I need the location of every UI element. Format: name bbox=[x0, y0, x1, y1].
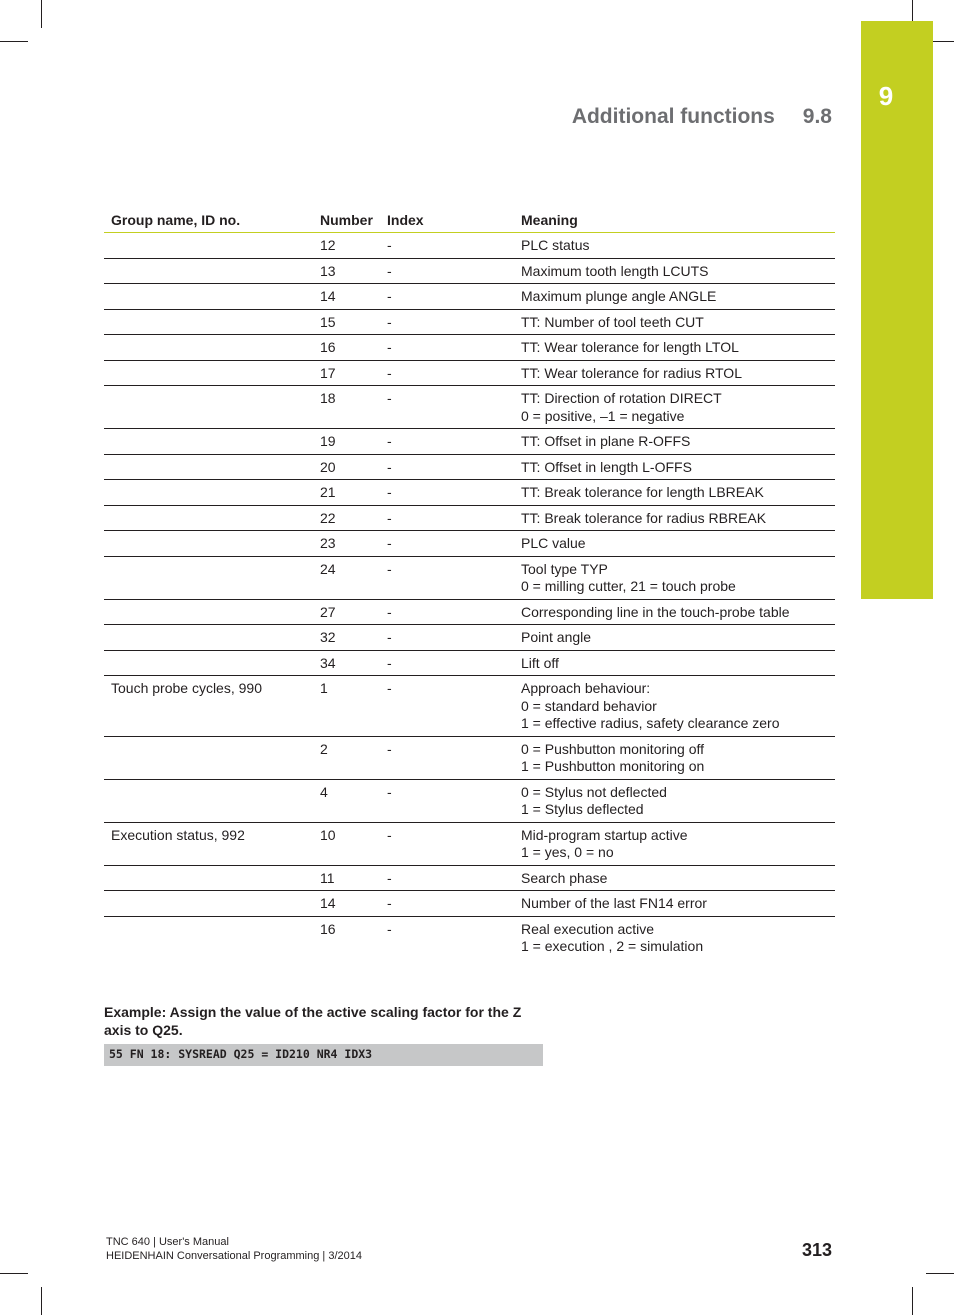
cell-index: - bbox=[380, 556, 514, 599]
chapter-tab bbox=[861, 21, 933, 599]
table-row bbox=[104, 480, 835, 506]
cell-number: 23 bbox=[313, 531, 380, 557]
table-row bbox=[104, 779, 835, 822]
table-row bbox=[104, 454, 835, 480]
cell-number: 20 bbox=[313, 454, 380, 480]
table-row bbox=[104, 335, 835, 361]
cell-meaning bbox=[514, 480, 835, 506]
cell-number: 34 bbox=[313, 650, 380, 676]
meaning-line: TT: Direction of rotation DIRECT bbox=[521, 390, 722, 406]
cell-number: 14 bbox=[313, 891, 380, 917]
cell-index: - bbox=[380, 736, 514, 779]
cell-number: 19 bbox=[313, 429, 380, 455]
cell-number: 17 bbox=[313, 360, 380, 386]
cell-group bbox=[104, 386, 313, 429]
cell-number: 32 bbox=[313, 625, 380, 651]
page-number: 313 bbox=[801, 1240, 832, 1260]
cell-number: 10 bbox=[313, 822, 380, 865]
cell-number: 21 bbox=[313, 480, 380, 506]
meaning-line: TT: Wear tolerance for length LTOL bbox=[521, 339, 739, 355]
table-row bbox=[104, 284, 835, 310]
meaning-line: 0 = Stylus not deflected bbox=[521, 783, 667, 800]
table-row bbox=[104, 556, 835, 599]
crop-mark bbox=[41, 1287, 42, 1315]
cell-index: - bbox=[380, 865, 514, 891]
cell-number: 16 bbox=[320, 920, 336, 937]
cell-index: - bbox=[380, 599, 514, 625]
cell-index: - bbox=[380, 454, 514, 480]
table-header-row bbox=[104, 207, 835, 233]
meaning-line: Maximum tooth length LCUTS bbox=[521, 262, 709, 279]
table-row bbox=[104, 650, 835, 676]
cell-index: - bbox=[380, 891, 514, 917]
meaning-line: TT: Offset in length L-OFFS bbox=[521, 458, 692, 475]
cell-number: 4 bbox=[313, 779, 380, 822]
table-row bbox=[104, 309, 835, 335]
cell-number: 1 bbox=[313, 676, 380, 737]
cell-group bbox=[104, 736, 313, 779]
cell-group: Execution status, 992 bbox=[104, 822, 313, 865]
footer-line-2: HEIDENHAIN Conversational Programming | 3/2014 bbox=[106, 1250, 362, 1262]
cell-group bbox=[104, 284, 313, 310]
cell-index: - bbox=[380, 335, 514, 361]
cell-number: 16 bbox=[313, 335, 380, 361]
cell-index: - bbox=[380, 779, 514, 822]
cell-index: - bbox=[380, 284, 514, 310]
cell-meaning bbox=[514, 625, 835, 651]
cell-number: 12 bbox=[313, 233, 380, 259]
cell-group bbox=[104, 429, 313, 455]
table-row bbox=[104, 822, 835, 865]
cell-index: - bbox=[380, 429, 514, 455]
cell-meaning bbox=[514, 284, 835, 310]
table-row bbox=[104, 360, 835, 386]
parameter-table bbox=[104, 207, 835, 959]
meaning-line: 1 = execution , 2 = simulation bbox=[521, 938, 704, 954]
cell-meaning bbox=[514, 360, 835, 386]
cell-group bbox=[104, 360, 313, 386]
meaning-line: Point angle bbox=[521, 629, 592, 645]
cell-group bbox=[104, 865, 313, 891]
chapter-number: 9 bbox=[878, 81, 894, 111]
cell-meaning bbox=[514, 429, 835, 455]
cell-group bbox=[104, 779, 313, 822]
cell-number: 15 bbox=[313, 309, 380, 335]
cell-meaning bbox=[514, 865, 835, 891]
cell-index: - bbox=[380, 480, 514, 506]
cell-group bbox=[104, 454, 313, 480]
table-row bbox=[104, 736, 835, 779]
cell-meaning bbox=[514, 916, 835, 959]
table-row bbox=[104, 625, 835, 651]
cell-number: 27 bbox=[313, 599, 380, 625]
meaning-line: Maximum plunge angle ANGLE bbox=[521, 288, 717, 304]
table-row bbox=[104, 599, 835, 625]
meaning-line: TT: Offset in plane R-OFFS bbox=[521, 433, 691, 449]
cell-group bbox=[104, 233, 313, 259]
cell-group bbox=[104, 531, 313, 557]
column-header-group: Group name, ID no. bbox=[104, 207, 313, 233]
cell-meaning bbox=[514, 531, 835, 557]
cell-group bbox=[104, 891, 313, 917]
cell-index: - bbox=[380, 676, 514, 737]
meaning-line: TT: Number of tool teeth CUT bbox=[521, 313, 704, 330]
section-number: 9.8 bbox=[802, 105, 832, 128]
cell-number: 14 bbox=[313, 284, 380, 310]
cell-group bbox=[104, 335, 313, 361]
column-header-meaning: Meaning bbox=[514, 207, 835, 233]
cell-number: 13 bbox=[313, 258, 380, 284]
footer-info bbox=[106, 1235, 362, 1263]
cell-meaning bbox=[514, 599, 835, 625]
cell-index: - bbox=[380, 360, 514, 386]
cell-group bbox=[104, 309, 313, 335]
meaning-line: TT: Break tolerance for radius RBREAK bbox=[521, 509, 767, 526]
cell-meaning bbox=[514, 386, 835, 429]
cell-meaning bbox=[514, 556, 835, 599]
column-header-number: Number bbox=[313, 207, 380, 233]
cell-group bbox=[104, 625, 313, 651]
crop-mark bbox=[0, 1273, 28, 1274]
table-body bbox=[104, 233, 835, 959]
cell-meaning bbox=[514, 233, 835, 259]
cell-group bbox=[104, 480, 313, 506]
column-header-index: Index bbox=[380, 207, 514, 233]
cell-number: 22 bbox=[313, 505, 380, 531]
crop-mark bbox=[926, 1273, 954, 1274]
table-row bbox=[104, 505, 835, 531]
cell-number: 11 bbox=[313, 865, 380, 891]
cell-meaning bbox=[514, 258, 835, 284]
meaning-line: 1 = effective radius, safety clearance zero bbox=[521, 715, 780, 731]
cell-group bbox=[104, 258, 313, 284]
cell-meaning bbox=[514, 779, 835, 822]
table-row bbox=[104, 429, 835, 455]
meaning-line: PLC value bbox=[521, 535, 586, 551]
meaning-line: 0 = Pushbutton monitoring off bbox=[521, 740, 705, 757]
cell-index: - bbox=[380, 625, 514, 651]
table-row bbox=[104, 531, 835, 557]
meaning-line: Number of the last FN14 error bbox=[521, 895, 707, 911]
cell-number: 24 bbox=[313, 556, 380, 599]
crop-mark bbox=[912, 1287, 913, 1315]
code-line: 55 FN 18: SYSREAD Q25 = ID210 NR4 IDX3 bbox=[109, 1047, 373, 1061]
meaning-line: Real execution active bbox=[521, 920, 655, 937]
table-row bbox=[104, 386, 835, 429]
meaning-line: Mid-program startup active bbox=[521, 826, 688, 843]
meaning-line: Approach behaviour: bbox=[521, 680, 651, 696]
meaning-line: Corresponding line in the touch-probe table bbox=[521, 603, 790, 620]
cell-meaning bbox=[514, 335, 835, 361]
example-title: Example: Assign the value of the active scaling factor for the Z axis to Q25. bbox=[104, 1004, 522, 1038]
cell-index: - bbox=[380, 822, 514, 865]
table-row bbox=[104, 891, 835, 917]
cell-meaning bbox=[514, 676, 835, 737]
meaning-line: 0 = positive, –1 = negative bbox=[521, 407, 685, 424]
cell-index: - bbox=[387, 920, 392, 937]
cell-group: Touch probe cycles, 990 bbox=[104, 676, 313, 737]
cell-index: - bbox=[380, 531, 514, 557]
table-row bbox=[104, 916, 835, 959]
table-row bbox=[104, 258, 835, 284]
table-row bbox=[104, 676, 835, 737]
meaning-line: Tool type TYP bbox=[521, 560, 608, 577]
cell-meaning bbox=[514, 454, 835, 480]
meaning-line: 1 = Pushbutton monitoring on bbox=[521, 758, 705, 774]
meaning-line: 1 = Stylus deflected bbox=[521, 801, 644, 817]
cell-group bbox=[104, 556, 313, 599]
cell-meaning bbox=[514, 309, 835, 335]
meaning-line: Lift off bbox=[521, 654, 559, 671]
cell-group bbox=[104, 599, 313, 625]
cell-meaning bbox=[514, 891, 835, 917]
cell-group bbox=[104, 505, 313, 531]
cell-meaning bbox=[514, 650, 835, 676]
cell-number: 2 bbox=[313, 736, 380, 779]
meaning-line: 0 = milling cutter, 21 = touch probe bbox=[521, 578, 736, 594]
crop-mark bbox=[41, 0, 42, 28]
meaning-line: TT: Wear tolerance for radius RTOL bbox=[521, 364, 742, 381]
cell-index: - bbox=[380, 258, 514, 284]
cell-index: - bbox=[380, 505, 514, 531]
meaning-line: 0 = standard behavior bbox=[521, 697, 657, 714]
table-row bbox=[104, 233, 835, 259]
footer-line-1: TNC 640 | User's Manual bbox=[106, 1236, 229, 1248]
cell-index: - bbox=[380, 233, 514, 259]
meaning-line: PLC status bbox=[521, 237, 590, 253]
meaning-line: 1 = yes, 0 = no bbox=[521, 844, 614, 860]
cell-meaning bbox=[514, 505, 835, 531]
cell-index: - bbox=[380, 309, 514, 335]
cell-meaning bbox=[514, 736, 835, 779]
running-header bbox=[572, 103, 832, 131]
cell-group bbox=[104, 916, 313, 959]
cell-meaning bbox=[514, 822, 835, 865]
section-title: Additional functions bbox=[571, 105, 775, 128]
code-block bbox=[104, 1044, 543, 1066]
crop-mark bbox=[0, 41, 28, 42]
cell-group bbox=[104, 650, 313, 676]
cell-number: 18 bbox=[313, 386, 380, 429]
meaning-line: Search phase bbox=[521, 869, 608, 886]
meaning-line: TT: Break tolerance for length LBREAK bbox=[521, 484, 764, 500]
cell-index: - bbox=[380, 650, 514, 676]
table-row bbox=[104, 865, 835, 891]
cell-index: - bbox=[380, 386, 514, 429]
